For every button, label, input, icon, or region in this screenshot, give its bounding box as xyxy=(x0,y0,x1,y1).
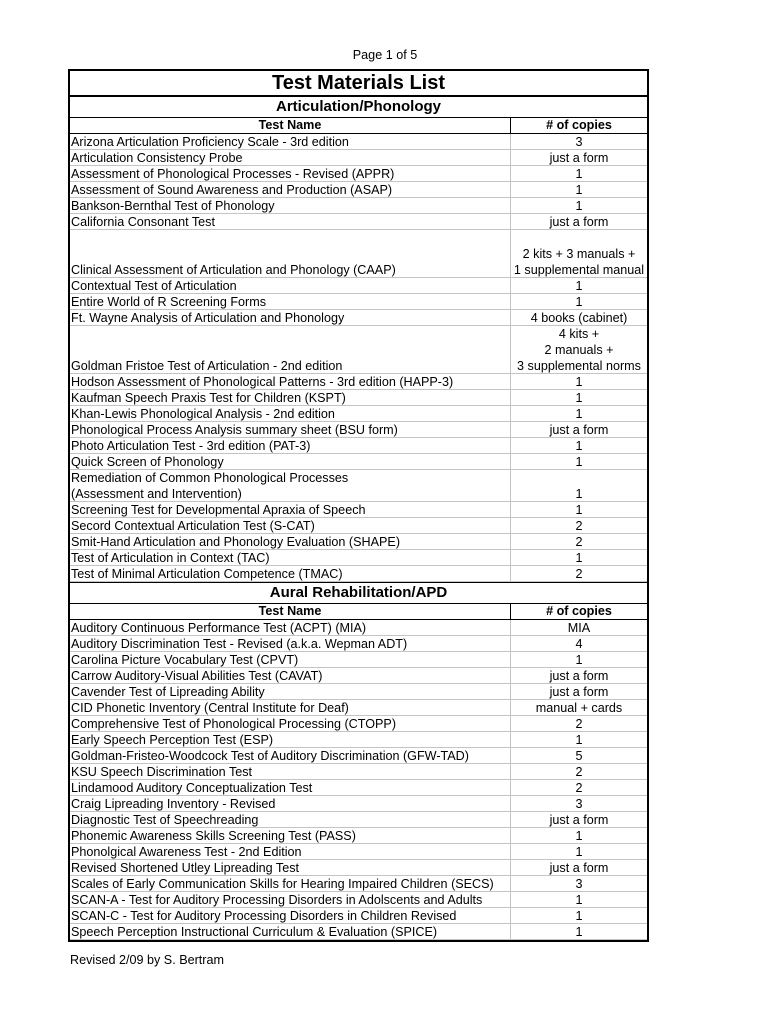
table-row xyxy=(70,636,647,652)
test-name-cell: Early Speech Perception Test (ESP) xyxy=(70,732,511,748)
table-row xyxy=(70,684,647,700)
copies-cell: 1 xyxy=(575,925,583,939)
copies-cell: 4 kits + 2 manuals + 3 supplemental norms xyxy=(517,327,641,373)
test-name-cell: Carolina Picture Vocabulary Test (CPVT) xyxy=(70,652,511,668)
table-row xyxy=(70,502,647,518)
revision-note: Revised 2/09 by S. Bertram xyxy=(70,953,224,967)
copies-cell: 1 xyxy=(575,487,583,501)
copies-cell: 2 xyxy=(575,535,583,549)
test-name-cell: Assessment of Phonological Processes - Revised (APPR) xyxy=(70,166,511,182)
copies-cell: 4 xyxy=(575,637,583,651)
copies-cell: 2 xyxy=(575,781,583,795)
test-name-cell: Ft. Wayne Analysis of Articulation and Phonology xyxy=(70,310,511,326)
table-row xyxy=(70,406,647,422)
table-row xyxy=(70,278,647,294)
test-name-cell: Phonemic Awareness Skills Screening Test (PASS) xyxy=(70,828,511,844)
copies-cell: 1 xyxy=(575,909,583,923)
copies-cell: 3 xyxy=(575,797,583,811)
column-header-row xyxy=(70,118,647,134)
copies-cell: 3 xyxy=(575,135,583,149)
table-row xyxy=(70,230,647,278)
test-name-cell: Test of Minimal Articulation Competence (TMAC) xyxy=(70,566,511,582)
copies-cell: just a form xyxy=(549,151,609,165)
copies-cell: 1 xyxy=(575,893,583,907)
copies-cell: 1 xyxy=(575,733,583,747)
test-name-cell: Smit-Hand Articulation and Phonology Evaluation (SHAPE) xyxy=(70,534,511,550)
table-title: Test Materials List xyxy=(70,71,647,97)
test-name-cell: Hodson Assessment of Phonological Patterns - 3rd edition (HAPP-3) xyxy=(70,374,511,390)
test-name-cell: Cavender Test of Lipreading Ability xyxy=(70,684,511,700)
column-header-test-name: Test Name xyxy=(70,604,511,619)
table-row xyxy=(70,374,647,390)
copies-cell: 1 xyxy=(575,845,583,859)
copies-cell: MIA xyxy=(567,621,591,635)
test-name-cell: Screening Test for Developmental Apraxia of Speech xyxy=(70,502,511,518)
test-name-cell: Speech Perception Instructional Curriculum & Evaluation (SPICE) xyxy=(70,924,511,940)
copies-cell: just a form xyxy=(549,685,609,699)
copies-cell: 2 xyxy=(575,717,583,731)
test-name-cell: Entire World of R Screening Forms xyxy=(70,294,511,310)
table-row xyxy=(70,470,647,502)
copies-cell: 1 xyxy=(575,375,583,389)
table-row xyxy=(70,716,647,732)
column-header-test-name: Test Name xyxy=(70,118,511,133)
test-name-cell: Comprehensive Test of Phonological Processing (CTOPP) xyxy=(70,716,511,732)
copies-cell: 3 xyxy=(575,877,583,891)
table-row xyxy=(70,390,647,406)
copies-cell: 1 xyxy=(575,167,583,181)
test-name-cell: Remediation of Common Phonological Processes (Assessment and Intervention) xyxy=(70,470,511,502)
table-row xyxy=(70,860,647,876)
test-name-cell: Assessment of Sound Awareness and Production (ASAP) xyxy=(70,182,511,198)
test-name-cell: Revised Shortened Utley Lipreading Test xyxy=(70,860,511,876)
test-name-cell: Auditory Continuous Performance Test (ACPT) (MIA) xyxy=(70,620,511,636)
copies-cell: 1 xyxy=(575,407,583,421)
test-name-cell: Diagnostic Test of Speechreading xyxy=(70,812,511,828)
test-name-cell: Phonological Process Analysis summary sheet (BSU form) xyxy=(70,422,511,438)
test-name-cell: Carrow Auditory-Visual Abilities Test (CAVAT) xyxy=(70,668,511,684)
table-row xyxy=(70,566,647,582)
copies-cell: 5 xyxy=(575,749,583,763)
test-name-cell: California Consonant Test xyxy=(70,214,511,230)
table-row xyxy=(70,780,647,796)
table-row xyxy=(70,732,647,748)
table-row xyxy=(70,518,647,534)
test-name-cell: Test of Articulation in Context (TAC) xyxy=(70,550,511,566)
table-row xyxy=(70,764,647,780)
table-row xyxy=(70,422,647,438)
section-heading-articulation: Articulation/Phonology xyxy=(70,97,647,118)
table-row xyxy=(70,892,647,908)
column-header-copies: # of copies xyxy=(546,118,612,132)
table-row xyxy=(70,150,647,166)
table-row xyxy=(70,310,647,326)
test-name-cell: Auditory Discrimination Test - Revised (a.k.a. Wepman ADT) xyxy=(70,636,511,652)
table-row xyxy=(70,924,647,940)
test-name-cell: Quick Screen of Phonology xyxy=(70,454,511,470)
section-heading-aural-rehabilitation: Aural Rehabilitation/APD xyxy=(70,582,647,604)
test-name-cell: Phonolgical Awareness Test - 2nd Edition xyxy=(70,844,511,860)
copies-cell: 2 kits + 3 manuals + 1 supplemental manual xyxy=(513,247,645,277)
copies-cell: just a form xyxy=(549,423,609,437)
test-name-cell: Clinical Assessment of Articulation and Phonology (CAAP) xyxy=(70,230,511,278)
table-row xyxy=(70,652,647,668)
copies-cell: just a form xyxy=(549,215,609,229)
table-row xyxy=(70,828,647,844)
copies-cell: 2 xyxy=(575,519,583,533)
copies-cell: 1 xyxy=(575,551,583,565)
test-name-cell: SCAN-A - Test for Auditory Processing Disorders in Adolscents and Adults xyxy=(70,892,511,908)
copies-cell: manual + cards xyxy=(535,701,623,715)
test-name-cell: Scales of Early Communication Skills for Hearing Impaired Children (SECS) xyxy=(70,876,511,892)
copies-cell: just a form xyxy=(549,813,609,827)
table-row xyxy=(70,438,647,454)
copies-cell: 1 xyxy=(575,455,583,469)
table-row xyxy=(70,134,647,150)
table-row xyxy=(70,294,647,310)
test-name-cell: SCAN-C - Test for Auditory Processing Disorders in Children Revised xyxy=(70,908,511,924)
table-row xyxy=(70,748,647,764)
table-row xyxy=(70,214,647,230)
column-header-copies: # of copies xyxy=(546,604,612,618)
table-row xyxy=(70,620,647,636)
copies-cell: 1 xyxy=(575,183,583,197)
test-name-cell: Craig Lipreading Inventory - Revised xyxy=(70,796,511,812)
copies-cell: 1 xyxy=(575,829,583,843)
column-header-row xyxy=(70,604,647,620)
table-row xyxy=(70,668,647,684)
table-row xyxy=(70,166,647,182)
table-row xyxy=(70,182,647,198)
test-name-cell: Goldman Fristoe Test of Articulation - 2nd edition xyxy=(70,326,511,374)
table-row xyxy=(70,550,647,566)
copies-cell: 1 xyxy=(575,653,583,667)
test-name-cell: Secord Contextual Articulation Test (S-CAT) xyxy=(70,518,511,534)
test-materials-table xyxy=(68,69,649,942)
copies-cell: 1 xyxy=(575,391,583,405)
copies-cell: 1 xyxy=(575,439,583,453)
test-name-cell: Contextual Test of Articulation xyxy=(70,278,511,294)
test-name-cell: Lindamood Auditory Conceptualization Test xyxy=(70,780,511,796)
copies-cell: 2 xyxy=(575,765,583,779)
table-row xyxy=(70,796,647,812)
copies-cell: 2 xyxy=(575,567,583,581)
copies-cell: just a form xyxy=(549,861,609,875)
test-name-cell: Bankson-Bernthal Test of Phonology xyxy=(70,198,511,214)
copies-cell: 4 books (cabinet) xyxy=(530,311,628,325)
test-name-cell: Kaufman Speech Praxis Test for Children (KSPT) xyxy=(70,390,511,406)
page-number-label: Page 1 of 5 xyxy=(352,48,418,62)
test-name-cell: CID Phonetic Inventory (Central Institute for Deaf) xyxy=(70,700,511,716)
test-name-cell: Goldman-Fristeo-Woodcock Test of Auditory Discrimination (GFW-TAD) xyxy=(70,748,511,764)
test-name-cell: KSU Speech Discrimination Test xyxy=(70,764,511,780)
copies-cell: 1 xyxy=(575,503,583,517)
test-name-cell: Arizona Articulation Proficiency Scale - 3rd edition xyxy=(70,134,511,150)
table-row xyxy=(70,812,647,828)
table-row xyxy=(70,454,647,470)
table-row xyxy=(70,326,647,374)
table-row xyxy=(70,198,647,214)
table-row xyxy=(70,700,647,716)
table-row xyxy=(70,534,647,550)
test-name-cell: Khan-Lewis Phonological Analysis - 2nd edition xyxy=(70,406,511,422)
table-row xyxy=(70,876,647,892)
copies-cell: 1 xyxy=(575,199,583,213)
test-name-cell: Photo Articulation Test - 3rd edition (PAT-3) xyxy=(70,438,511,454)
table-row xyxy=(70,908,647,924)
copies-cell: 1 xyxy=(575,295,583,309)
copies-cell: just a form xyxy=(549,669,609,683)
copies-cell: 1 xyxy=(575,279,583,293)
test-name-cell: Articulation Consistency Probe xyxy=(70,150,511,166)
table-row xyxy=(70,844,647,860)
